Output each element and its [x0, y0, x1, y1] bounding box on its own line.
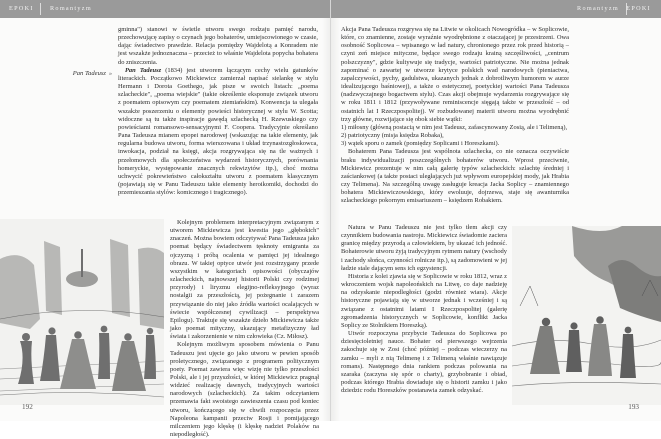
gutter-line	[330, 0, 331, 421]
paragraph: Kolejnym możliwym sposobem mówienia o Panu Tadeuszu jest ujęcie go jako utworu w pewien sposób proletycznego, związanego z programem politycznym poety. Poemat zawiera więc wizję nie tylko przeszłości Polski, ale i jej przyszłości, w której Mickiewicz pragnął widzieć realizację dawnych, tradycyjnych wartości narodowych (szlacheckich). Za takim odczytaniem przemawia fakt swoistego zawieszenia czasu pod koniec utworu, kończącego się w chwili rozpoczęcia przez Napoleona kampanii przeciw Rosji i pomijającego milczeniem jego klęskę (i klęskę nadziei Polaków na niepodległość).	[170, 341, 319, 439]
list-item: 2) patriotyczny (misja księdza Robaka),	[341, 132, 444, 140]
paragraph: Natura w Panu Tadeuszu nie jest tylko tłem akcji czy czynnikiem budowania nastroju. Mickiewicz świadomie zaciera granicę między przyrodą a człowiekiem, by ukazać ich jedność. Bohaterowie utworu żyją tradycyjnym rytmem natury (wschody i zachody słońca, czynności rolnicze itp.), są zadomowieni w jej ładzie stale dającym sens ich egzystencji.	[341, 224, 507, 272]
running-head-left	[0, 0, 330, 18]
right-page-text-bottom	[341, 224, 507, 395]
paragraph: Kolejnym problemem interpretacyjnym związanym z utworem Mickiewicza jest kwestia jego „głębokich" znaczeń. Można bowiem odczytywać Pana Tadeusza jako poemat będący świadectwem tęsknoty emigranta za ojczyzną i próbą ocalenia w pamięci jej idealnego obrazu. W takiej optyce utwór jest rozstrzygany przede wszystkim w kategoriach opisowości (obyczajów szlacheckich, najnowszej historii Polski czy rodzimej przyrody) i liryzmu elegijno-refleksyjnego (wyraz nostalgii za przeszłością, jej pożegnanie i zarazem przywiązanie do niej jako źródła wartości ocalających w świecie współczesnej cywilizacji – perspektywa Epilogu). Traktuje się wszakże dzieło Mickiewicza także jako poemat mityczny, ukazujący metafizyczny ład świata i zakorzenienie w nim człowieka (Cz. Miłosz).	[170, 219, 319, 341]
paragraph: Akcja Pana Tadeusza rozgrywa się na Litwie w okolicach Nowogródka – w Soplicowie, które, co znamienne, zostaje wyraźnie wyodrębnione z otaczającej je przestrzeni. Owa osobność Soplicowa – wpisanego w ład natury, chronionego przez rok przed historią – czyni zeń miejsce mityczne, będące swego rodzaju krainą szczęśliwości, „centrum polszczyzny", gdzie kultywuje się tradycje, wartości patriotyczne. Nie można jednak zapominać o zawartej w utworze krytyce polskich wad narodowych (pieniactwa, zapalczywości, pychy, gadulstwa, ukazanych jednak z dobrotliwym humorem w aurze idealizującego baśniowej), a także o estetycznej, poetyckiej wartości Pana Tadeusza (nadzwyczajnego bogactwem stylu). Czas akcji obejmuje wydarzenia rozgrywające się w roku 1811 i 1812 (przywoływane reminiscencje sięgają także w przeszłość – od ostatnich lat I Rzeczpospolitej). W rozbudowanej materii utworu można wyodrębnić trzy główne, rozwijające się obok siebie wątki:	[341, 26, 569, 123]
right-page-text-top	[341, 26, 569, 205]
engraving-image	[0, 219, 164, 405]
gutter-shadow	[322, 0, 340, 421]
engraving-image	[512, 226, 661, 405]
running-head-section: EPOKI	[626, 5, 651, 12]
left-page-text-bottom	[170, 219, 319, 439]
running-head-title: Romantyzm	[50, 5, 92, 12]
title-lead: Pan Tadeusz	[125, 66, 162, 74]
ballroom-engraving-illustration	[0, 219, 164, 405]
running-head-title: Romantyzm	[577, 5, 619, 12]
paragraph: gminna") stanowi w świetle utworu swego rodzaju pamięć narodu, przechowującę zapisy o czynach jego bohaterów, umiejscowionego w czasie, dając świadectwo prawdzie. Relacja pomiędzy Wajdelotą a Konradem nie jest wszakże jednoznaczna – przecież to właśnie Wajdelota popycha bohatera do zniszczenia.	[118, 26, 318, 66]
outdoor-scene-engraving-illustration	[512, 226, 661, 405]
double-arrow-icon: »	[109, 71, 112, 77]
running-head-right	[331, 0, 661, 18]
page-number-left: 192	[22, 403, 33, 411]
paragraph: Utwór rozpoczyna przybycie Tadeusza do Soplicowa po dziesięcioletniej nauce. Bohater od pierwszego wejrzenia zakochuje się w Zosi (choć później – podczas wieczerzy na zamku – myli z nią Telimenę i z Telimeną właśnie nawiązuje romans). Następnego dnia rankiem podczas polowania na szaraka (zaczyna się spór o charty), grzybobranie i obiad, podczas którego Hrabia dowiaduje się o historii zamku i jako dziedzic rodu Horeszków postanawia zamek odzyskać.	[341, 330, 507, 395]
running-head-section: EPOKI	[9, 5, 34, 12]
list-item: 1) miłosny (główną postacią w nim jest Tadeusz, zafascynowany Zosią, ale i Telimeną),	[341, 123, 568, 131]
paragraph-body: (1834) jest utworem łączącym cechy wielu gatunków literackich. Początkowo Mickiewicz zamierzał napisać sielankę w stylu Hermann i Dorota Goethego, jak pisze w swoich listach: „poema szlacheckie", „poema wiejskie" (takie określenie eksponuje związek utworu z poematem opisowym czy poematem ziemiańskim). Konwencja ta ulegała wszakże poszerzeniu o elementy powieści historycznej w stylu W. Scotta; widoczne są tu także inspiracje gawędą szlachecką H. Rzewuskiego czy powieściami romansowo-sensacyjnymi F. Coopera. Tradycyjnie określano Pana Tadeusza mianem epopei narodowej (wskazując na takie elementy, jak regularna budowa utworu, forma wierszowana i układ trzynastozgłoskowca, inwokacja, podział na księgi, akcja rozgrywająca się na tle ważnych i przełomowych dla społeczeństwa wydarzeń historycznych, porównania homeryckie, występowanie znacznych rekwizytów itp.), choć można uchwycić pokrewieństwo całokształtu utworu z poematem klasycznym (pojawiają się w Panu Tadeuszu takie elementy heroikomiki, dochodzi do przemieszania stylów: komicznego i tragicznego).	[118, 66, 318, 197]
list-item: 3) wątek sporu o zamek (pomiędzy Soplicami i Horeszkami).	[341, 140, 500, 148]
paragraph: Bohaterem Pana Tadeusza jest wspólnota szlachecka, co nie oznacza oczywiście braku indywidualizacji poszczególnych bohaterów utworu. Wprost przeciwnie, Mickiewicz prezentuje w nim całą galerię typów szlacheckich: szlachtę średniej i zaściankowej (a także postaci uległających już wpływom europejskiej mody, jak Hrabia czy Telimena). Na szczególną uwagę zasługuje kreacja Jacka Soplicy – znamiennego bohatera Mickiewiczowskiego, który ewoluuje, dojrzewa, staje się awanturnika szlacheckiego pokornym emisariuszem – księdzem Robakiem.	[341, 148, 569, 205]
marginal-note	[20, 70, 112, 77]
marginal-note-label: Pan Tadeusz	[72, 70, 106, 77]
paragraph	[118, 67, 318, 198]
page-number-right: 193	[628, 403, 639, 411]
paragraph: Historia z kolei zjawia się w Soplicowie w roku 1812, wraz z wkroczeniem wojsk napoleońskich na Litwę, co daje nadzieję na odzyskanie niepodległości (godzi również wiara). Akcje historyczne pojawiają się w utworze jednak i wcześniej i są związane z ostatnimi latami I Rzeczpospolitej (galerię zgromadzenia historycznych w Soplicowie, konflikt Jacka Soplicy ze Stolnikiem Horeszką).	[341, 272, 507, 329]
left-page-text-top	[118, 26, 318, 197]
running-head-divider	[40, 3, 41, 15]
